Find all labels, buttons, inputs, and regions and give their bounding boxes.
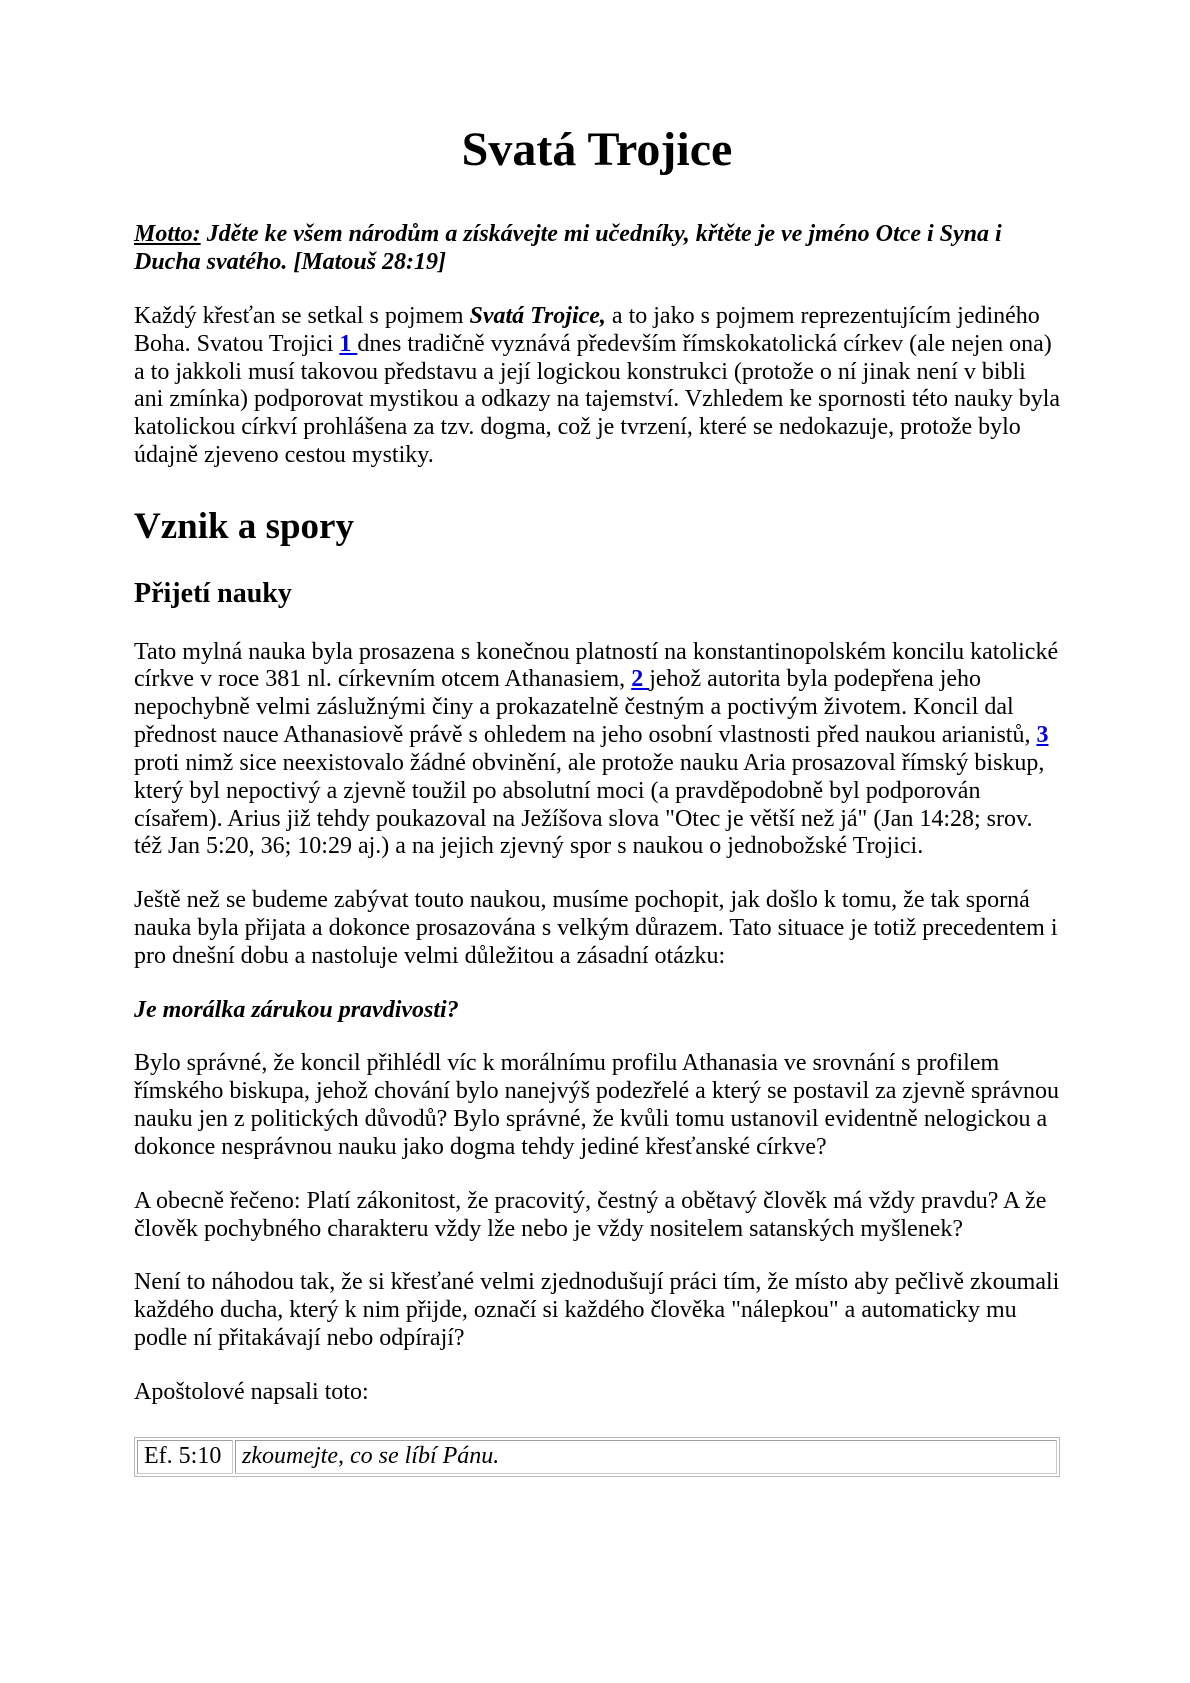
scripture-table-row	[137, 1440, 1057, 1474]
section-heading-vznik-a-spory: Vznik a spory	[134, 505, 354, 547]
apostles-intro-paragraph: Apoštolové napsali toto:	[134, 1378, 369, 1405]
scripture-table	[134, 1437, 1060, 1477]
scripture-ref-cell: Ef. 5:10	[137, 1440, 233, 1474]
sub-heading-prijeti-nauky: Přijetí nauky	[134, 578, 292, 610]
question-paragraph-3: Není to náhodou tak, že si křesťané velmi zjednodušují práci tím, že místo aby pečlivě zkoumali každého ducha, který k nim přijde, označí si každého člověka "nálepkou" a automaticky mu podle ní přitakávají nebo odpírají?	[134, 1269, 1060, 1352]
question-paragraph-1: Bylo správné, že koncil přihlédl víc k morálnímu profilu Athanasia ve srovnání s profilem římského biskupa, jehož chování bylo nanejvýš podezřelé a který se postavil za zjevně správnou nauku jen z politických důvodů? Bylo správné, že kvůli tomu ustanovil evidentně nelogickou a dokonce nesprávnou nauku jako dogma tehdy jediné křesťanské církve?	[134, 1050, 1060, 1160]
footnote-link-2[interactable]: 2	[631, 666, 650, 693]
scripture-quote-cell: zkoumejte, co se líbí Pánu.	[235, 1440, 1057, 1474]
text-segment: Každý křesťan se setkal s pojmem	[134, 302, 470, 329]
text-segment: proti nimž sice neexistovalo žádné obvinění, ale protože nauku Aria prosazoval římský biskup, který byl nepoctivý a zjevně toužil po absolutní moci (a pravděpodobně byl podporován císařem). Arius již tehdy poukazoval na Ježíšova slova "Otec je větší než já" (Jan 14:28; srov. též Jan 5:20, 36; 10:29 aj.) a na jejich zjevný spor s naukou o jednobožské Trojici.	[134, 749, 1045, 860]
text-segment: Svatá Trojice,	[469, 302, 606, 329]
intro-paragraph	[134, 303, 1060, 470]
text-segment: jehož autorita byla podepřena jeho nepochybně velmi záslužnými činy a prokazatelně čestným a poctivým životem. Koncil dal přednost nauce Athanasiově právě s ohledem na jeho osobní vlastnosti před naukou arianistů,	[134, 666, 1037, 749]
text-segment: Jděte ke všem národům a získávejte mi učedníky, křtěte je ve jméno Otce i Syna i Ducha svatého. [Matouš 28:19]	[134, 221, 1002, 276]
text-segment: dnes tradičně vyznává především římskokatolická církev (ale nejen ona) a to jakkoli musí takovou představu a její logickou konstrukci (protože o ní jinak není v bibli ani zmínka) podporovat mystikou a odkazy na tajemství. Vzhledem ke spornosti této nauky byla katolickou církví prohlášena za tzv. dogma, což je tvrzení, které se nedokazuje, protože bylo údajně zjeveno cestou mystiky.	[134, 330, 1061, 468]
question-heading: Je morálka zárukou pravdivosti?	[134, 996, 459, 1023]
question-paragraph-2: A obecně řečeno: Platí zákonitost, že pracovitý, čestný a obětavý člověk má vždy pravdu? A že člověk pochybného charakteru vždy lže nebo je vždy nositelem satanských myšlenek?	[134, 1187, 1047, 1242]
text-segment: Tato mylná nauka byla prosazena s konečnou platností na konstantinopolském koncilu katolické církve v roce 381 nl. církevním otcem Athanasiem,	[134, 638, 1059, 693]
text-segment: Motto:	[134, 221, 201, 248]
page-title: Svatá Trojice	[461, 123, 733, 176]
context-paragraph: Ještě než se budeme zabývat touto naukou, musíme pochopit, jak došlo k tomu, že tak sporná nauka byla přijata a dokonce prosazována s velkým důrazem. Tato situace je totiž precedentem i pro dnešní dobu a nastoluje velmi důležitou a zásadní otázku:	[134, 887, 1058, 969]
motto-paragraph	[134, 221, 1060, 277]
footnote-link-1[interactable]: 1	[339, 330, 358, 357]
text-segment: a to jako s pojmem reprezentujícím jediného Boha. Svatou Trojici	[134, 302, 1040, 357]
footnote-link-3[interactable]: 3	[1036, 722, 1049, 749]
adoption-paragraph	[134, 639, 1060, 862]
